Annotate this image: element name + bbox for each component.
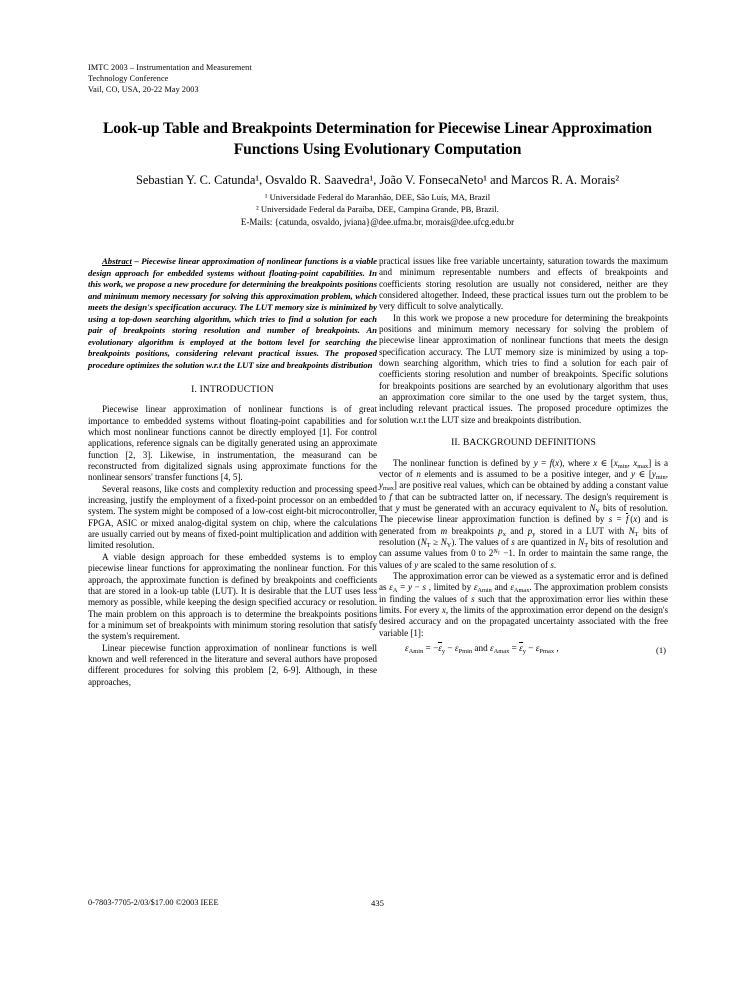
footer-page-number: 435: [371, 898, 384, 908]
column-right: [379, 256, 668, 654]
author-emails: E-Mails: {catunda, osvaldo, jviana}@dee.ufma.br, morais@dee.ufcg.edu.br: [240, 217, 515, 227]
background-paragraph-1: The nonlinear function is defined by y = f(x), where x ∈ [$x_{min}$, $x_{max}$] is a vector of n elements and is assumed to be a positive integer, and y ∈ [$y_{min}$, $y_{max}$] are positive real values, which can be obtained by adding a constant value to f that can be subtracted latter on, if necessary. The design's requirement is that y must be generated with an accuracy equivalent to $N_Y$ bits of resolution. The piecewise linear approximation function is defined by s = f (x) and is generated from m breakpoints $p_x$ and $p_y$ stored in a LUT with $N_T$ bits of resolution $(N_T \ge N_Y)$. The values of s are quantized in $N_T$ bits of resolution and can assume values from 0 to $2^{N_T} -1$. In order to maintain the same range, the values of y are scaled to the same resolution of s.: [379, 457, 669, 570]
affiliation-2: ² Universidade Federal da Paraíba, DEE, Campina Grande, PB, Brazil.: [256, 203, 499, 214]
section-heading-introduction: I. INTRODUCTION: [191, 384, 274, 395]
equation-1-number: (1): [655, 645, 666, 655]
paper-title: [80, 118, 675, 160]
conference-line-1: IMTC 2003 – Instrumentation and Measurement: [88, 63, 252, 72]
intro-paragraph-1: Piecewise linear approximation of nonlinear functions is of great importance to embedded systems without floating-point capabilities and for which most nonlinear functions cannot be directly employed [1]. For control applications, reference signals can be digitally generated using an approximate function [2, 3]. Likewise, in instrumentation, the measurand can be reconstructed from digitalized signals using approximate functions for the nonlinear sensors' transfer functions [4, 5].: [88, 404, 377, 483]
intro-paragraph-4: Linear piecewise function approximation of nonlinear functions is well known and well referenced in the literature and several authors have proposed different procedures for solving this problem [2, 6-9]. Although, in these approaches,: [88, 642, 377, 687]
background-paragraph-2: The approximation error can be viewed as a systematic error and is defined as $\varepsilon_A = y - s$ , limited by $\varepsilon_{Amin}$ and $\varepsilon_{Amax}$. The approximation problem consists in finding the values of s such that the approximation error lies within these limits. For every x, the limits of the approximation error depend on the design's desired accuracy and on the propagated uncertainty associated with the free variable [1]:: [379, 570, 668, 638]
paper-title-line-1: Look-up Table and Breakpoints Determination for Piecewise Linear Approximation: [102, 120, 652, 137]
conference-line-2: Technology Conference: [88, 74, 169, 84]
intro-paragraph-3: A viable design approach for these embedded systems is to employ piecewise linear functions for approximating the nonlinear function. For this approach, the approximate function is defined by breakpoints and coefficients that are stored in a look-up table (LUT). It is desirable that the LUT uses less memory as possible, while keeping the design specified accuracy or resolution. The main problem on this approach is to determine the breakpoints positions for a minimum set of breakpoints with minimum storing resolution that satisfy the system's requirement.: [88, 551, 377, 642]
affiliation-1: ¹ Universidade Federal do Maranhão, DEE, São Luís, MA, Brazil: [264, 192, 491, 202]
conference-line-3: Vail, CO, USA, 20-22 May 2003: [88, 85, 199, 95]
intro-paragraph-5: In this work we propose a new procedure for determining the breakpoints positions and minimum memory necessary for solving the problem of piecewise linear approximation of nonlinear functions that meets the design specification accuracy. The LUT memory size is minimized by using a top-down searching algorithm, which tries to find a solution for each pair of coefficients storing resolution and number of breakpoints. Specific solutions for breakpoints positions are searched by an evolutionary algorithm that uses an approximation core similar to the one used by the target system, thus, including relevant practical issues. The proposed procedure optimizes the solution w.r.t the LUT size and breakpoints distribution.: [379, 312, 668, 425]
conference-header: [88, 62, 428, 96]
column-left: [88, 256, 377, 688]
abstract-paragraph: [88, 256, 377, 371]
section-heading-background: II. BACKGROUND DEFINITIONS: [451, 437, 596, 449]
affiliations: [80, 192, 675, 215]
intro-paragraph-2: Several reasons, like costs and complexity reduction and processing speed increasing, justify the employment of a fixed-point processor on an embedded system. The system might be composed of a low-cost eight-bit microcontroller, FPGA, ASIC or mixed analog-digital system on chip, where the calculations are usually carried out by means of fixed-point multiplication and addition with limited resolution.: [88, 483, 377, 551]
abstract-label: Abstract: [102, 256, 132, 266]
abstract-text: Piecewise linear approximation of nonlinear functions is a viable design approach for embedded systems without floating-point capabilities. In this work, we propose a new procedure for determining the breakpoints positions and minimum memory necessary for solving this approximation problem, which meets the design's specification accuracy. The LUT memory size is minimized by using a top-down searching algorithm, which tries to find a solution for each pair of breakpoints storing resolution and number of breakpoints. An evolutionary algorithm is employed at the bottom level for searching the breakpoints positions, considering relevant practical issues. The proposed procedure optimizes the solution w.r.t the LUT size and breakpoints distribution: [88, 256, 378, 370]
author-list: Sebastian Y. C. Catunda¹, Osvaldo R. Saavedra¹, João V. FonsecaNeto¹ and Marcos R. A. Morais²: [135, 173, 620, 187]
footer-copyright: 0-7803-7705-2/03/$17.00 ©2003 IEEE: [88, 898, 219, 907]
paper-title-line-2: Functions Using Evolutionary Computation: [233, 141, 522, 158]
equation-1-body: $\varepsilon_{Amin} = -\varepsilon_y - \varepsilon_{Pmin}$ and $\varepsilon_{Amax} = \varepsilon_y - \varepsilon_{Pmax}$ ,: [405, 643, 559, 655]
abstract-dash: –: [131, 256, 142, 266]
equation-1: [379, 643, 668, 654]
intro-continued-paragraph: practical issues like free variable uncertainty, saturation towards the maximum and minimum representable numbers and effects of breakpoints and coefficients storing resolution are usually not considered, neither are they considered altogether. Indeed, these practical issues turn out the problem to be very difficult to solve analytically.: [379, 256, 668, 312]
